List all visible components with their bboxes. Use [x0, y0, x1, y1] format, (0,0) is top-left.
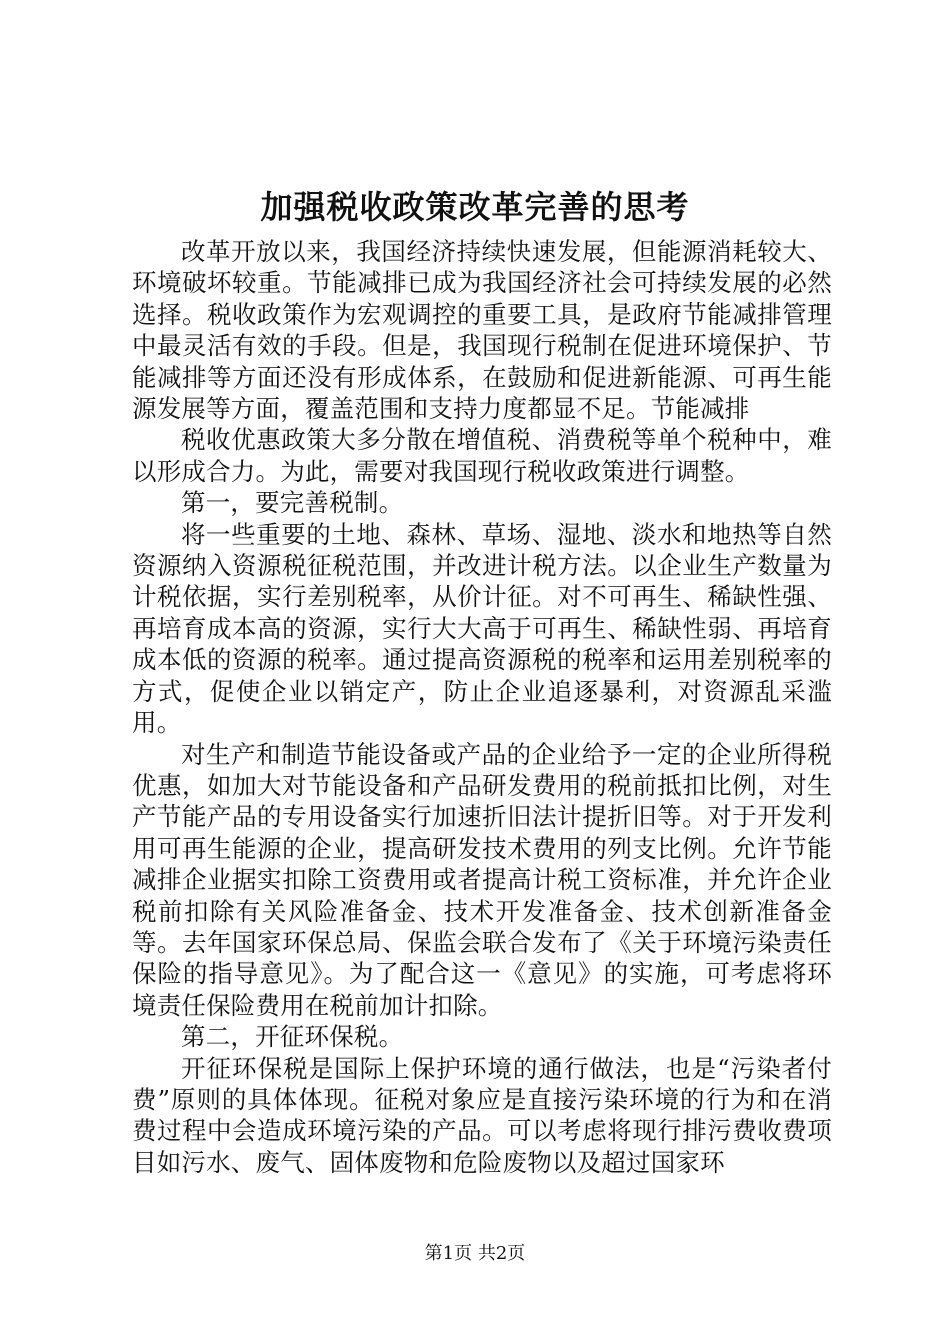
- paragraph: 将一些重要的土地、森林、草场、湿地、淡水和地热等自然资源纳入资源税征税范围，并改进计税方法。以企业生产数量为计税依据，实行差别税率，从价计征。对不可再生、稀缺性强、再培育成本高的资源，实行大大高于可再生、稀缺性弱、再培育成本低的资源的税率。通过提高资源税的税率和运用差别税率的方式，促使企业以销定产，防止企业追逐暴利，对资源乱采滥用。: [132, 519, 832, 738]
- paragraph: 税收优惠政策大多分散在增值税、消费税等单个税种中，难以形成合力。为此，需要对我国现行税收政策进行调整。: [132, 425, 832, 486]
- paragraph: 第一，要完善税制。: [181, 488, 404, 518]
- paragraph: 开征环保税是国际上保护环境的通行做法，也是“污染者付费”原则的具体体现。征税对象应是直接污染环境的行为和在消费过程中会造成环境污染的产品。可以考虑将现行排污费收费项目如污水、废气、固体废物和危险废物以及超过国家环: [132, 1053, 832, 1177]
- document-body: [132, 236, 832, 1178]
- page-footer: 第1页 共2页: [424, 1243, 526, 1264]
- paragraph: 第二，开征环保税。: [181, 1022, 404, 1052]
- paragraph: 改革开放以来，我国经济持续快速发展，但能源消耗较大、环境破坏较重。节能减排已成为我国经济社会可持续发展的必然选择。税收政策作为宏观调控的重要工具，是政府节能减排管理中最灵活有效的手段。但是，我国现行税制在促进环境保护、节能减排等方面还没有形成体系，在鼓励和促进新能源、可再生能源发展等方面，覆盖范围和支持力度都显不足。节能减排: [132, 237, 832, 424]
- document-title: 加强税收政策改革完善的思考: [260, 188, 690, 226]
- paragraph: 对生产和制造节能设备或产品的企业给予一定的企业所得税优惠，如加大对节能设备和产品研发费用的税前抵扣比例，对生产节能产品的专用设备实行加速折旧法计提折旧等。对于开发利用可再生能源的企业，提高研发技术费用的列支比例。允许节能减排企业据实扣除工资费用或者提高计税工资标准，并允许企业税前扣除有关风险准备金、技术开发准备金、技术创新准备金等。去年国家环保总局、保监会联合发布了《关于环境污染责任保险的指导意见》。为了配合这一《意见》的实施，可考虑将环境责任保险费用在税前加计扣除。: [132, 739, 832, 1020]
